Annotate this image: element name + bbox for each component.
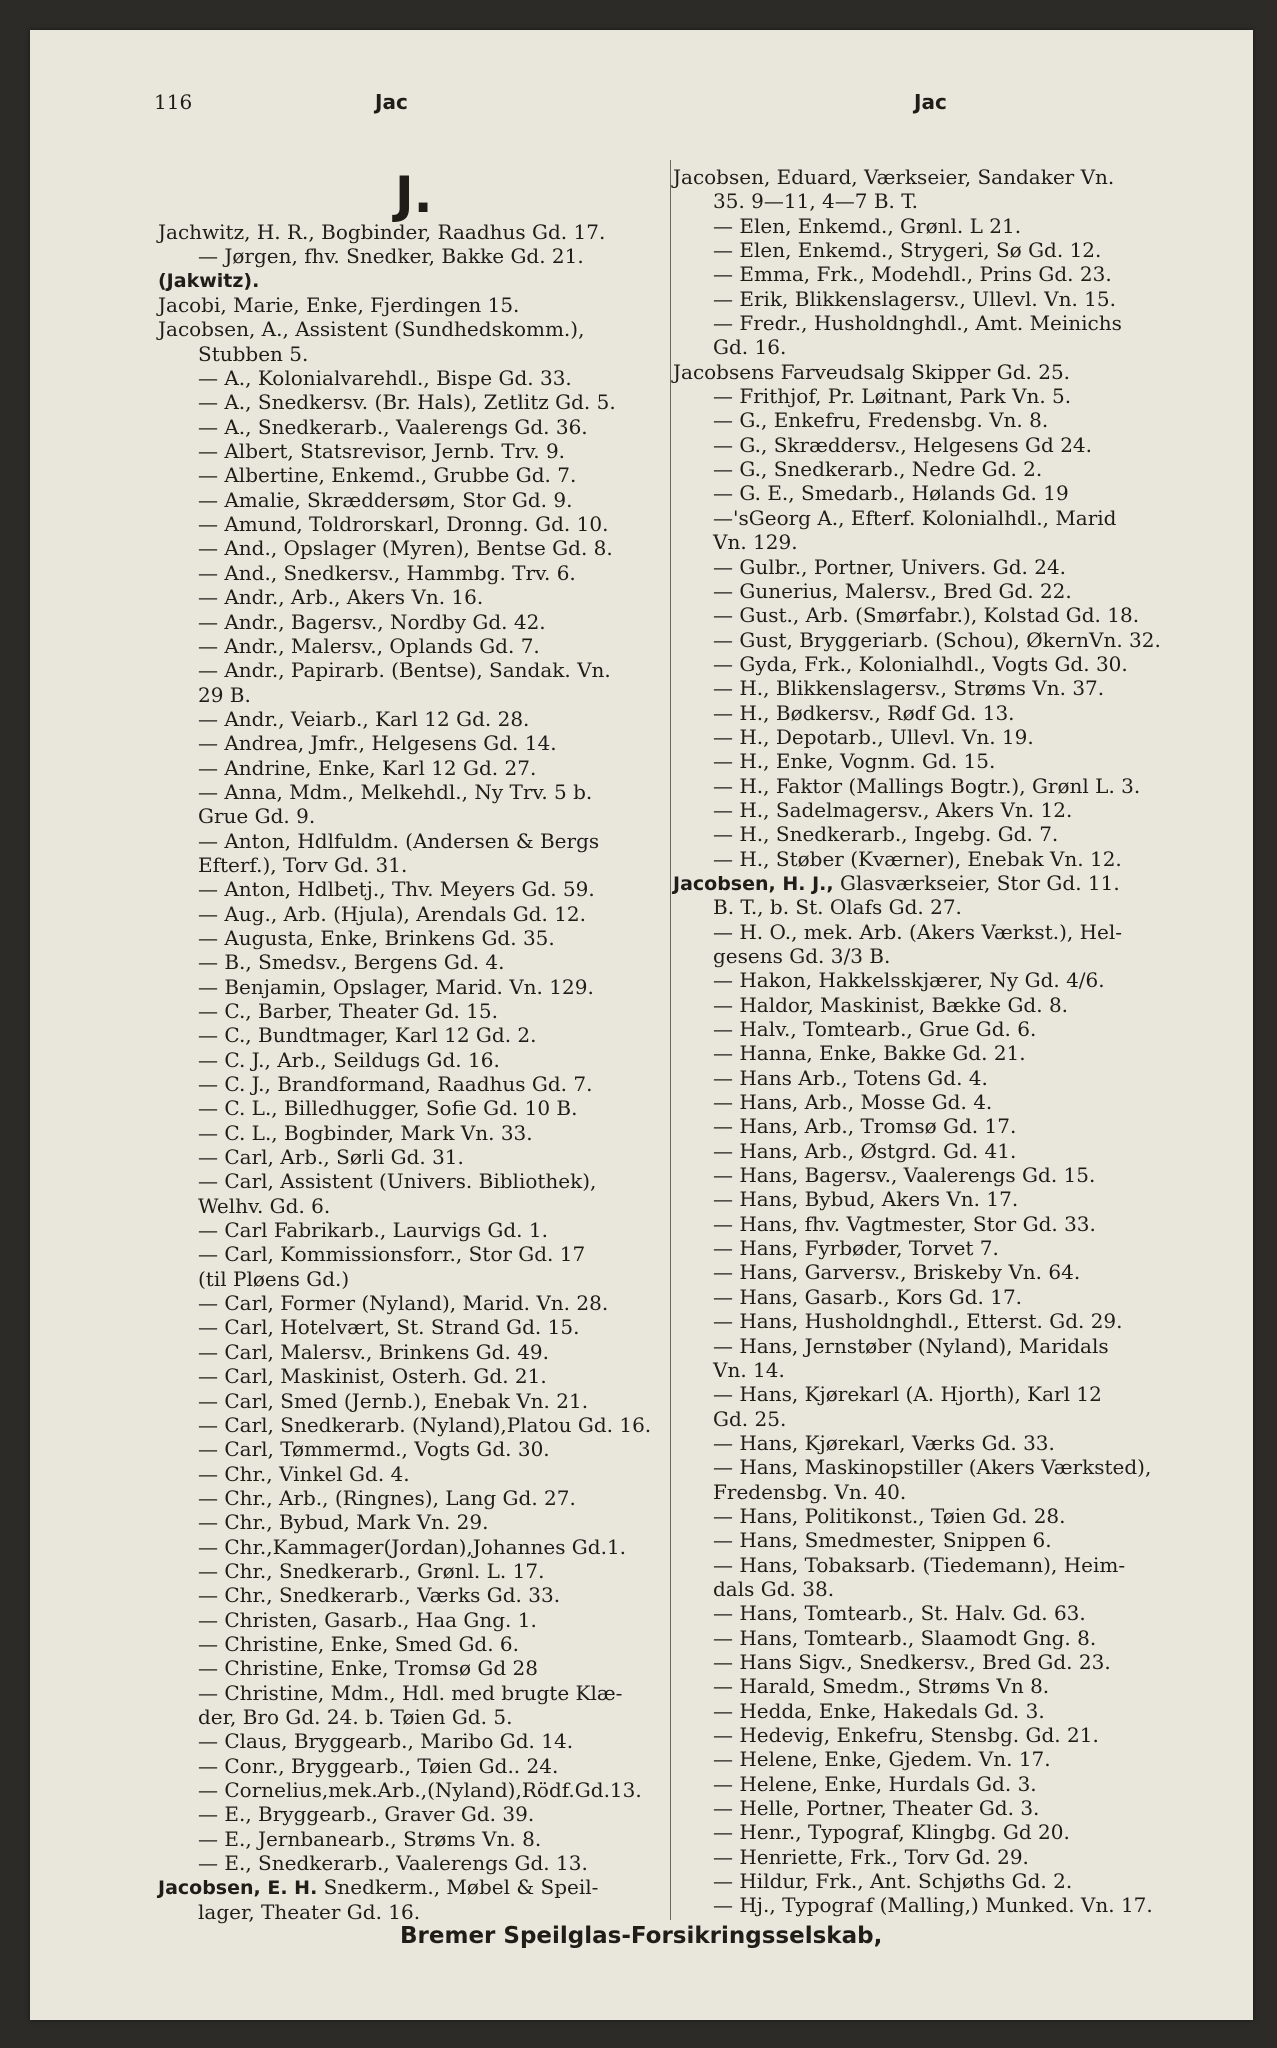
directory-entry-line: — Gust., Arb. (Smørfabr.), Kolstad Gd. 18. <box>713 603 1140 628</box>
directory-entry-line: — Augusta, Enke, Brinkens Gd. 35. <box>198 925 555 950</box>
directory-entry-line: — C., Barber, Theater Gd. 15. <box>198 999 498 1023</box>
directory-entry-line: — Hans Arb., Totens Gd. 4. <box>713 1065 988 1090</box>
directory-entry-line: — Cornelius,mek.Arb.,(Nyland),Rödf.Gd.13. <box>198 1778 642 1802</box>
directory-page <box>30 30 1253 2020</box>
directory-entry-line: — Andr., Arb., Akers Vn. 16. <box>198 585 484 610</box>
directory-entry-line: (til Pløens Gd.) <box>198 1266 350 1291</box>
directory-entry-line: — Helle, Portner, Theater Gd. 3. <box>713 1796 1040 1821</box>
directory-entry-line: — Conr., Bryggearb., Tøien Gd.. 24. <box>198 1753 559 1778</box>
directory-entry-line: — Andr., Malersv., Oplands Gd. 7. <box>198 633 540 658</box>
directory-entry-line: — Carl, Hotelvært, St. Strand Gd. 15. <box>198 1315 580 1340</box>
entry-detail: Glasværkseier, Stor Gd. 11. <box>833 870 1120 895</box>
directory-entry-line: — Harald, Smedm., Strøms Vn 8. <box>713 1674 1050 1699</box>
directory-entry-line: (Jakwitz). <box>158 269 260 292</box>
directory-entry-line: — Chr., Vinkel Gd. 4. <box>198 1461 410 1486</box>
directory-entry-line: — Aug., Arb. (Hjula), Arendals Gd. 12. <box>198 901 587 926</box>
directory-entry-line: — H., Bødkersv., Rødf Gd. 13. <box>713 700 1015 725</box>
directory-entry-line: — Hans, Kjørekarl, Værks Gd. 33. <box>713 1430 1055 1455</box>
directory-entry-line: — G., Snedkerarb., Nedre Gd. 2. <box>713 457 1043 482</box>
directory-entry-line: — Henriette, Frk., Torv Gd. 29. <box>713 1844 1029 1869</box>
directory-entry-line: — Hans, Garversv., Briskeby Vn. 64. <box>713 1260 1081 1285</box>
directory-entry-line: — Hans, Kjørekarl (A. Hjorth), Karl 12 <box>713 1382 1102 1407</box>
section-letter: J. <box>395 166 433 224</box>
directory-entry-line: — Hans, Arb., Tromsø Gd. 17. <box>713 1114 1017 1139</box>
directory-entry-line: Grue Gd. 9. <box>198 804 316 829</box>
directory-entry-line: — Christine, Enke, Tromsø Gd 28 <box>198 1656 538 1681</box>
directory-entry-line: — Helene, Enke, Hurdals Gd. 3. <box>713 1771 1037 1796</box>
directory-entry-line: — Hakon, Hakkelsskjærer, Ny Gd. 4/6. <box>713 968 1105 993</box>
directory-entry-line: — Christine, Enke, Smed Gd. 6. <box>198 1631 520 1656</box>
directory-entry-line: — Carl, Kommissionsforr., Stor Gd. 17 <box>198 1242 586 1267</box>
directory-entry-line: — A., Snedkersv. (Br. Hals), Zetlitz Gd. 5. <box>198 390 616 415</box>
directory-entry-line: Efterf.), Torv Gd. 31. <box>198 852 408 877</box>
directory-entry-line: — Andr., Bagersv., Nordby Gd. 42. <box>198 609 546 634</box>
directory-entry-line: Jacobsen, Eduard, Værkseier, Sandaker Vn. <box>673 165 1115 189</box>
directory-entry-line: — Hans, Tomtearb., St. Halv. Gd. 63. <box>713 1601 1086 1626</box>
directory-entry-line: — And., Opslager (Myren), Bentse Gd. 8. <box>198 536 613 561</box>
directory-entry-line: — Hedevig, Enkefru, Stensbg. Gd. 21. <box>713 1723 1099 1747</box>
directory-entry-line: — H., Depotarb., Ullevl. Vn. 19. <box>713 724 1034 749</box>
directory-entry-line: 29 B. <box>198 682 251 707</box>
left-column <box>158 220 678 1924</box>
directory-entry-line: — Erik, Blikkenslagersv., Ullevl. Vn. 15. <box>713 286 1116 311</box>
directory-entry-line: — Benjamin, Opslager, Marid. Vn. 129. <box>198 974 594 999</box>
footer-advertisement: Bremer Speilglas-Forsikringsselskab, <box>400 1923 883 1949</box>
directory-entry-line: — E., Bryggearb., Graver Gd. 39. <box>198 1802 535 1827</box>
directory-entry-line: lager, Theater Gd. 16. <box>198 1899 421 1924</box>
directory-entry-line: — Hans, Politikonst., Tøien Gd. 28. <box>713 1503 1066 1528</box>
directory-entry-line: Fredensbg. Vn. 40. <box>713 1479 907 1504</box>
directory-entry-line: — H., Snedkerarb., Ingebg. Gd. 7. <box>713 822 1059 847</box>
directory-entry-line: — A., Kolonialvarehdl., Bispe Gd. 33. <box>198 366 572 391</box>
directory-entry-line: — Frithjof, Pr. Løitnant, Park Vn. 5. <box>713 384 1072 409</box>
directory-entry-line: — Anna, Mdm., Melkehdl., Ny Trv. 5 b. <box>198 779 593 804</box>
directory-entry-line: — Carl, Snedkerarb. (Nyland),Platou Gd. 16. <box>198 1412 652 1437</box>
directory-entry-line: — Elen, Enkemd., Strygeri, Sø Gd. 12. <box>713 238 1102 263</box>
right-column <box>673 165 1203 1918</box>
directory-entry-line: — Carl, Former (Nyland), Marid. Vn. 28. <box>198 1291 609 1316</box>
directory-entry-line: — Amund, Toldrorskarl, Dronng. Gd. 10. <box>198 512 609 537</box>
directory-entry-line: — Hans Sigv., Snedkersv., Bred Gd. 23. <box>713 1649 1111 1674</box>
directory-entry-line: — Albertine, Enkemd., Grubbe Gd. 7. <box>198 463 577 488</box>
directory-entry-line: — B., Smedsv., Bergens Gd. 4. <box>198 950 505 975</box>
directory-entry-line: — E., Snedkerarb., Vaalerengs Gd. 13. <box>198 1851 588 1876</box>
directory-entry-line: — G. E., Smedarb., Hølands Gd. 19 <box>713 481 1069 506</box>
directory-entry-line: Gd. 25. <box>713 1406 787 1431</box>
directory-entry-line: — Claus, Bryggearb., Maribo Gd. 14. <box>198 1729 574 1754</box>
directory-entry-line: — C. J., Arb., Seildugs Gd. 16. <box>198 1047 500 1072</box>
directory-entry-line: — C. L., Billedhugger, Sofie Gd. 10 B. <box>198 1096 578 1121</box>
directory-entry-line: gesens Gd. 3/3 B. <box>713 944 891 968</box>
directory-entry-line: — C. J., Brandformand, Raadhus Gd. 7. <box>198 1072 593 1097</box>
directory-entry-line: — Christen, Gasarb., Haa Gng. 1. <box>198 1607 537 1632</box>
entry-name-bold: Jacobsen, E. H. <box>158 1877 318 1900</box>
directory-entry-line: — Hans, Bagersv., Vaalerengs Gd. 15. <box>713 1163 1096 1188</box>
directory-entry-line: — C. L., Bogbinder, Mark Vn. 33. <box>198 1120 533 1145</box>
directory-entry-line: — Carl, Tømmermd., Vogts Gd. 30. <box>198 1437 550 1462</box>
directory-entry-line: — Emma, Frk., Modehdl., Prins Gd. 23. <box>713 262 1112 287</box>
directory-entry-line: — Hans, Husholdnghdl., Etterst. Gd. 29. <box>713 1309 1123 1334</box>
running-head-right: Jac <box>914 90 947 114</box>
directory-entry-line: — E., Jernbanearb., Strøms Vn. 8. <box>198 1826 542 1851</box>
directory-entry-line: — Hans, Maskinopstiller (Akers Værksted), <box>713 1455 1152 1480</box>
directory-entry-line: Gd. 16. <box>713 335 787 360</box>
directory-entry-line: — G., Skræddersv., Helgesens Gd 24. <box>713 432 1092 457</box>
directory-entry-line: — Carl Fabrikarb., Laurvigs Gd. 1. <box>198 1218 548 1243</box>
directory-entry-line: — Henr., Typograf, Klingbg. Gd 20. <box>713 1820 1070 1845</box>
column-divider <box>670 160 671 1920</box>
directory-entry-line: — Christine, Mdm., Hdl. med brugte Klæ- <box>198 1680 623 1705</box>
directory-entry-line: 35. 9—11, 4—7 B. T. <box>713 189 919 214</box>
directory-entry-line: — Albert, Statsrevisor, Jernb. Trv. 9. <box>198 439 566 464</box>
directory-entry-line: — Haldor, Maskinist, Bække Gd. 8. <box>713 992 1069 1017</box>
directory-entry-line: — C., Bundtmager, Karl 12 Gd. 2. <box>198 1023 537 1048</box>
directory-entry-line: Jacobsen, A., Assistent (Sundhedskomm.), <box>158 317 585 342</box>
directory-entry-line: — Carl, Assistent (Univers. Bibliothek), <box>198 1169 597 1194</box>
directory-entry-line: — A., Snedkerarb., Vaalerengs Gd. 36. <box>198 414 588 439</box>
directory-entry-line: — H., Støber (Kværner), Enebak Vn. 12. <box>713 846 1122 871</box>
running-head-left: Jac <box>375 90 408 114</box>
directory-entry-line: — H., Sadelmagersv., Akers Vn. 12. <box>713 797 1073 822</box>
directory-entry-line: — H., Blikkenslagersv., Strøms Vn. 37. <box>713 676 1105 701</box>
directory-entry-line: — Jørgen, fhv. Snedker, Bakke Gd. 21. <box>198 244 584 269</box>
directory-entry-line: — Andr., Papirarb. (Bentse), Sandak. Vn. <box>198 658 611 683</box>
directory-entry-line: — Hans, fhv. Vagtmester, Stor Gd. 33. <box>713 1211 1096 1236</box>
directory-entry-line: — Hans, Gasarb., Kors Gd. 17. <box>713 1284 1023 1309</box>
directory-entry-line: — Hj., Typograf (Malling,) Munked. Vn. 17. <box>713 1893 1153 1918</box>
directory-entry-line: — H., Faktor (Mallings Bogtr.), Grønl L. 3. <box>713 773 1141 798</box>
directory-entry-line: — H., Enke, Vognm. Gd. 15. <box>713 749 996 774</box>
directory-entry-line: — Hans, Tobaksarb. (Tiedemann), Heim- <box>713 1552 1126 1577</box>
directory-entry-line: — Hans, Jernstøber (Nyland), Maridals <box>713 1333 1109 1358</box>
directory-entry-line: Jachwitz, H. R., Bogbinder, Raadhus Gd. 17. <box>158 220 606 244</box>
directory-entry-line <box>673 871 1203 895</box>
directory-entry-line: — Halv., Tomtearb., Grue Gd. 6. <box>713 1017 1037 1042</box>
directory-entry-line: — Gyda, Frk., Kolonialhdl., Vogts Gd. 30. <box>713 651 1128 676</box>
directory-entry-line: Welhv. Gd. 6. <box>198 1193 331 1218</box>
directory-entry-line: — Hedda, Enke, Hakedals Gd. 3. <box>713 1698 1045 1723</box>
directory-entry-line: — Chr., Bybud, Mark Vn. 29. <box>198 1510 489 1535</box>
directory-entry-line: — Amalie, Skræddersøm, Stor Gd. 9. <box>198 487 573 512</box>
directory-entry-line: — Carl, Arb., Sørli Gd. 31. <box>198 1145 464 1170</box>
directory-entry-line: — Hanna, Enke, Bakke Gd. 21. <box>713 1041 1026 1066</box>
directory-entry-line: B. T., b. St. Olafs Gd. 27. <box>713 895 962 920</box>
directory-entry-line: Vn. 129. <box>713 530 798 555</box>
directory-entry-line: — Hans, Arb., Østgrd. Gd. 41. <box>713 1138 1017 1163</box>
directory-entry-line: — Gunerius, Malersv., Bred Gd. 22. <box>713 578 1072 603</box>
directory-entry-line: — G., Enkefru, Fredensbg. Vn. 8. <box>713 408 1049 433</box>
directory-entry-line: — And., Snedkersv., Hammbg. Trv. 6. <box>198 560 576 585</box>
directory-entry-line: — Elen, Enkemd., Grønl. L 21. <box>713 213 1022 238</box>
directory-entry-line: — Hans, Bybud, Akers Vn. 17. <box>713 1187 1019 1212</box>
directory-entry-line: — Carl, Smed (Jernb.), Enebak Vn. 21. <box>198 1388 589 1413</box>
directory-entry-line: — Andrea, Jmfr., Helgesens Gd. 14. <box>198 731 557 756</box>
directory-entry-line: Jacobi, Marie, Enke, Fjerdingen 15. <box>158 293 520 318</box>
directory-entry-line: — Chr., Arb., (Ringnes), Lang Gd. 27. <box>198 1485 576 1510</box>
directory-entry-line: Jacobsens Farveudsalg Skipper Gd. 25. <box>673 359 1071 384</box>
directory-entry-line: — Hans, Fyrbøder, Torvet 7. <box>713 1236 999 1261</box>
directory-entry-line: der, Bro Gd. 24. b. Tøien Gd. 5. <box>198 1704 513 1729</box>
directory-entry-line: — Hans, Tomtearb., Slaamodt Gng. 8. <box>713 1625 1097 1650</box>
directory-entry-line: — Hans, Smedmester, Snippen 6. <box>713 1528 1052 1553</box>
directory-entry-line: — Anton, Hdlfuldm. (Andersen & Bergs <box>198 828 600 853</box>
entry-detail: Snedkerm., Møbel & Speil- <box>317 1875 599 1900</box>
directory-entry-line: — Helene, Enke, Gjedem. Vn. 17. <box>713 1747 1051 1772</box>
directory-entry-line: — Andrine, Enke, Karl 12 Gd. 27. <box>198 755 537 780</box>
directory-entry-line: dals Gd. 38. <box>713 1576 835 1601</box>
directory-entry-line: — Hildur, Frk., Ant. Schjøths Gd. 2. <box>713 1869 1073 1894</box>
directory-entry-line: — Fredr., Husholdnghdl., Amt. Meinichs <box>713 311 1122 336</box>
directory-entry-line: — Gust, Bryggeriarb. (Schou), ØkernVn. 32. <box>713 627 1161 652</box>
directory-entry-line <box>158 1875 678 1899</box>
directory-entry-line: — Anton, Hdlbetj., Thv. Meyers Gd. 59. <box>198 877 595 902</box>
entry-name-bold: Jacobsen, H. J., <box>673 872 834 895</box>
directory-entry-line: — Chr.,Kammager(Jordan),Johannes Gd.1. <box>198 1534 627 1559</box>
directory-entry-line: —'sGeorg A., Efterf. Kolonialhdl., Marid <box>713 505 1117 530</box>
directory-entry-line: Stubben 5. <box>198 341 309 366</box>
directory-entry-line: Vn. 14. <box>713 1357 785 1382</box>
directory-entry-line: — Andr., Veiarb., Karl 12 Gd. 28. <box>198 706 530 731</box>
directory-entry-line: — H. O., mek. Arb. (Akers Værkst.), Hel- <box>713 919 1123 944</box>
directory-entry-line: — Chr., Snedkerarb., Grønl. L. 17. <box>198 1558 545 1583</box>
directory-entry-line: — Gulbr., Portner, Univers. Gd. 24. <box>713 554 1067 579</box>
directory-entry-line: — Carl, Malersv., Brinkens Gd. 49. <box>198 1339 550 1364</box>
page-number: 116 <box>154 90 193 114</box>
directory-entry-line: — Chr., Snedkerarb., Værks Gd. 33. <box>198 1583 561 1608</box>
directory-entry-line: — Hans, Arb., Mosse Gd. 4. <box>713 1090 993 1115</box>
directory-entry-line: — Carl, Maskinist, Osterh. Gd. 21. <box>198 1364 547 1389</box>
